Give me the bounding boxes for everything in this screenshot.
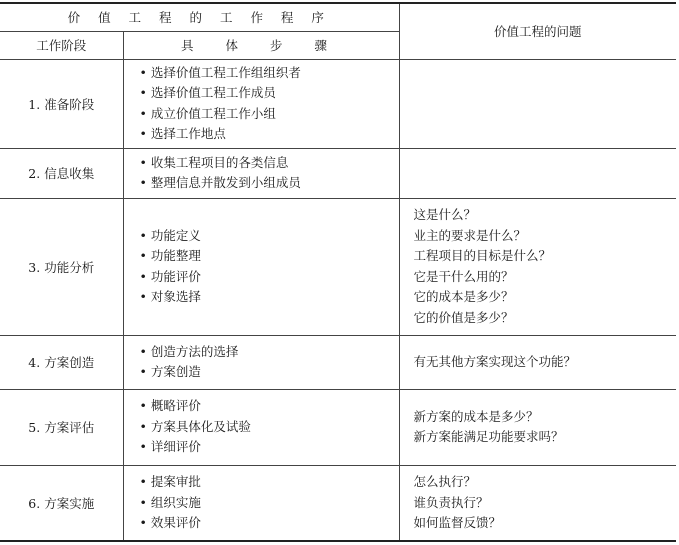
questions-cell: [399, 198, 676, 335]
step-item: • 组织实施: [139, 494, 201, 510]
step-item: • 方案具体化及试验: [139, 418, 251, 434]
question-item: 新方案能满足功能要求吗？: [413, 429, 564, 444]
questions-cell: [399, 335, 676, 389]
question-item: 怎么执行？: [413, 474, 477, 489]
steps-cell: [123, 389, 399, 465]
steps-cell: [123, 198, 399, 335]
table-row: [0, 465, 676, 541]
steps-cell: [123, 148, 399, 198]
step-item: • 选择工作地点: [139, 126, 226, 141]
question-item: 它的价值是多少？: [413, 309, 514, 325]
stage-cell: 1. 准备阶段: [0, 59, 123, 148]
steps-cell: [123, 335, 399, 389]
question-item: 如何监督反馈？: [413, 515, 502, 530]
step-item: • 成立价值工程工作小组: [139, 105, 276, 121]
procedure-header: 价 值 工 程 的 工 作 程 序: [0, 3, 399, 31]
step-item: • 整理信息并散发到小组成员: [139, 175, 301, 190]
step-item: • 功能评价: [139, 268, 201, 284]
steps-cell: [123, 59, 399, 148]
question-item: 它是干什么用的？: [413, 268, 514, 284]
questions-cell: [399, 59, 676, 148]
stage-cell: 3. 功能分析: [0, 198, 123, 335]
step-item: • 创造方法的选择: [139, 343, 239, 359]
table-row: [0, 335, 676, 389]
questions-cell: [399, 148, 676, 198]
questions-header: 价值工程的问题: [399, 3, 676, 59]
questions-cell: [399, 465, 676, 541]
step-item: • 功能整理: [139, 248, 201, 263]
questions-cell: [399, 389, 676, 465]
step-item: • 方案创造: [139, 364, 201, 379]
step-item: • 详细评价: [139, 439, 201, 455]
step-item: • 效果评价: [139, 515, 201, 530]
table-row: [0, 148, 676, 198]
step-item: • 功能定义: [139, 227, 201, 243]
steps-cell: [123, 465, 399, 541]
step-item: • 选择价值工程工作成员: [139, 85, 276, 100]
stage-cell: 2. 信息收集: [0, 148, 123, 198]
stage-cell: 6. 方案实施: [0, 465, 123, 541]
step-item: • 选择价值工程工作组组织者: [139, 64, 301, 80]
question-item: 它的成本是多少？: [413, 289, 514, 304]
steps-header: 具 体 步 骤: [123, 31, 399, 59]
stage-cell: 5. 方案评估: [0, 389, 123, 465]
step-item: • 提案审批: [139, 474, 201, 489]
value-engineering-table: [0, 2, 676, 542]
step-item: • 概略评价: [139, 398, 201, 414]
table-row: [0, 59, 676, 148]
question-item: 新方案的成本是多少？: [413, 408, 539, 424]
question-item: 这是什么？: [413, 207, 477, 222]
stage-header: 工作阶段: [0, 31, 123, 59]
table-row: [0, 198, 676, 335]
question-item: 工程项目的目标是什么？: [413, 248, 552, 263]
table-row: [0, 389, 676, 465]
stage-cell: 4. 方案创造: [0, 335, 123, 389]
question-item: 谁负责执行？: [413, 494, 489, 510]
step-item: • 收集工程项目的各类信息: [139, 154, 289, 170]
question-item: 业主的要求是什么？: [413, 227, 527, 243]
question-item: 有无其他方案实现这个功能？: [413, 353, 577, 369]
step-item: • 对象选择: [139, 289, 201, 304]
